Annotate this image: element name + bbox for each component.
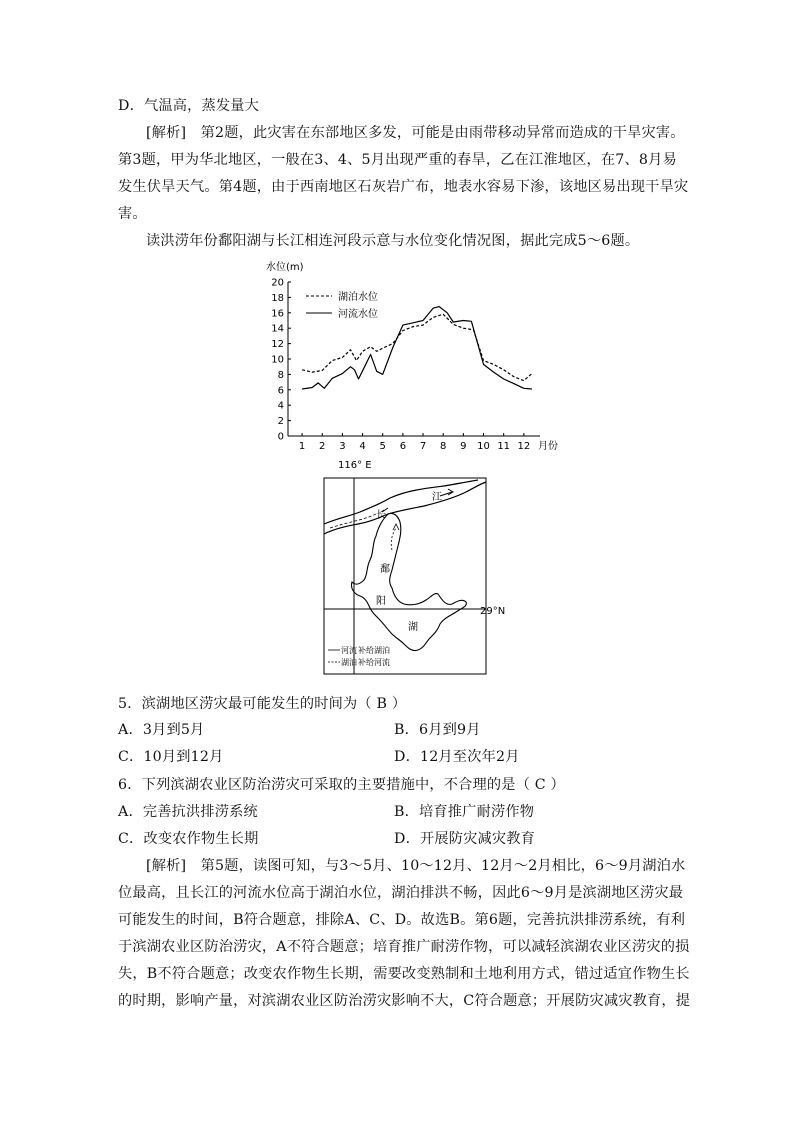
question-5-row-2 xyxy=(118,747,678,767)
y-tick-label: 18 xyxy=(271,292,284,304)
y-tick-label: 4 xyxy=(277,400,284,412)
map-legend-river-label: 河流 xyxy=(341,646,357,655)
label-jiang: 江 xyxy=(432,492,442,503)
x-tick-label: 4 xyxy=(359,441,366,452)
question-5-row-1 xyxy=(118,720,678,740)
explanation-line-3: 可能发生的时间，B符合题意，排除A、C、D。故选B。第6题，完善抗洪排涝系统，有利 xyxy=(118,912,686,928)
x-axis-label: 月份 xyxy=(538,441,558,452)
x-tick-label: 7 xyxy=(419,441,427,452)
longitude-label: 116° E xyxy=(338,460,372,471)
q5-option-a: A．3月到5月 xyxy=(118,722,205,738)
question-5: 5．滨湖地区涝灾最可能发生的时间为（ B ） xyxy=(118,696,407,712)
y-tick-label: 12 xyxy=(271,339,284,351)
y-tick-label: 20 xyxy=(271,277,284,289)
analysis-line-2: 第3题，甲为华北地区，一般在3、4、5月出现严重的春旱，乙在江淮地区，在7、8月易 xyxy=(118,152,677,168)
q5-option-b: B．6月到9月 xyxy=(394,722,481,738)
explanation-line-2: 位最高，且长江的河流水位高于湖泊水位，湖泊排洪不畅，因此6～9月是滨湖地区涝灾最 xyxy=(118,885,684,901)
label-po: 鄱 xyxy=(380,564,390,575)
y-tick-label: 8 xyxy=(277,369,284,381)
x-tick-label: 11 xyxy=(497,441,511,452)
yangtze-north-bank xyxy=(324,480,478,524)
y-tick-label: 14 xyxy=(271,323,284,335)
y-tick-label: 2 xyxy=(277,416,284,428)
q6-option-d: D．开展防灾减灾教育 xyxy=(394,831,536,847)
map-legend-river-desc: 补给湖泊 xyxy=(358,646,390,655)
y-tick-label: 16 xyxy=(271,308,284,320)
x-tick-label: 9 xyxy=(460,441,467,452)
q6-option-b: B．培育推广耐涝作物 xyxy=(394,804,535,820)
latitude-label: 29°N xyxy=(480,606,506,617)
map-legend-lake-desc: 补给河流 xyxy=(358,658,390,667)
y-tick-label: 0 xyxy=(277,431,284,443)
q6-option-a: A．完善抗洪排涝系统 xyxy=(118,804,258,820)
x-tick-label: 12 xyxy=(517,441,531,452)
yangtze-south-bank xyxy=(324,482,486,534)
x-tick-label: 1 xyxy=(298,441,306,452)
explanation-line-1: [解析] 第5题，读图可知，与3～5月、10～12月、12月～2月相比，6～9月湖泊水 xyxy=(146,858,686,874)
lake-flow-dashed xyxy=(391,528,396,550)
analysis-line-3: 发生伏旱天气。第4题，由于西南地区石灰岩广布，地表水容易下渗，该地区易出现干旱灾 xyxy=(118,179,689,195)
lake-flow-arrow xyxy=(393,524,399,530)
map-legend-lake-label: 湖泊 xyxy=(341,658,357,667)
x-tick-label: 8 xyxy=(440,441,447,452)
legend-lake-label: 湖泊水位 xyxy=(338,292,378,303)
legend xyxy=(306,290,378,320)
series-river-line xyxy=(302,307,532,389)
legend-river-label: 河流水位 xyxy=(338,309,378,320)
label-yang: 阳 xyxy=(376,596,386,607)
x-tick-label: 3 xyxy=(339,441,346,452)
q5-option-c: C．10月到12月 xyxy=(118,749,224,765)
analysis-line-4: 害。 xyxy=(118,206,147,222)
q5-option-d: D．12月至次年2月 xyxy=(394,749,520,765)
y-tick-label: 10 xyxy=(271,354,284,366)
x-tick-label: 2 xyxy=(319,441,326,452)
analysis-line-1: [解析] 第2题，此灾害在东部地区多发，可能是由雨带移动异常而造成的干旱灾害。 xyxy=(146,125,685,141)
option-d-text: D．气温高，蒸发量大 xyxy=(118,98,260,114)
question-intro: 读洪涝年份鄱阳湖与长江相连河段示意与水位变化情况图，据此完成5～6题。 xyxy=(146,233,640,249)
y-tick-label: 6 xyxy=(277,385,284,397)
explanation-line-6: 的时期，影响产量，对滨湖农业区防治涝灾影响不大，C符合题意；开展防灾减灾教育，提 xyxy=(118,993,691,1009)
x-tick-label: 10 xyxy=(477,441,490,452)
question-6-row-1 xyxy=(118,802,678,822)
y-axis-label: 水位(m) xyxy=(266,262,304,273)
label-hu: 湖 xyxy=(408,622,418,633)
label-chang: 长 xyxy=(376,510,386,521)
water-level-chart xyxy=(262,258,562,458)
water-level-chart-svg xyxy=(262,258,562,458)
q6-option-c: C．改变农作物生长期 xyxy=(118,831,259,847)
x-tick-label: 5 xyxy=(379,441,386,452)
explanation-line-4: 于滨湖农业区防治涝灾，A不符合题意；培育推广耐涝作物，可以减轻滨湖农业区涝灾的损 xyxy=(118,939,690,955)
x-tick-label: 6 xyxy=(399,441,407,452)
poyang-lake-map xyxy=(318,458,518,680)
series-lake-line xyxy=(302,314,532,380)
explanation-line-5: 失，B不符合题意；改变农作物生长期，需要改变熟制和土地利用方式，错过适宜作物生长 xyxy=(118,966,690,982)
question-6-row-2 xyxy=(118,829,678,849)
question-6: 6．下列滨湖农业区防治涝灾可采取的主要措施中，不合理的是（ C ） xyxy=(118,777,565,793)
poyang-lake-map-svg xyxy=(318,458,518,680)
